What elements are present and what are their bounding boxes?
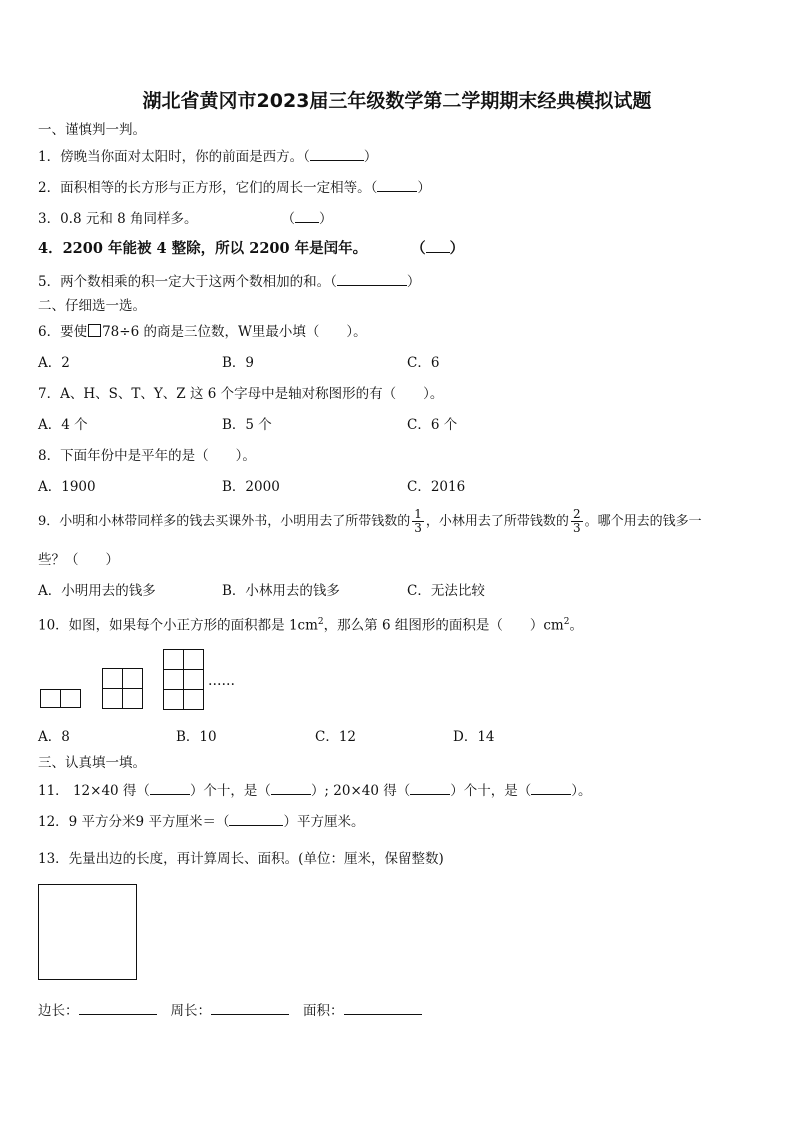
q8-option-b[interactable]: B．2000 (222, 479, 280, 495)
question-5: 5．两个数相乘的积一定大于这两个数相加的和。（ ） (38, 271, 420, 291)
q6-option-c[interactable]: C．6 (407, 355, 440, 371)
question-4: 4．2200 年能被 4 整除，所以 2200 年是闰年。 （ ） (38, 240, 465, 257)
small-square (122, 688, 143, 709)
answer-blank[interactable] (531, 780, 571, 795)
question-9: 9．小明和小林带同样多的钱去买课外书，小明用去了所带钱数的 $\frac{1}{3}$ ，小林用去了所带钱数的 $\frac{2}{3}$ 。哪个用去的钱多一 (38, 507, 702, 535)
question-6: 6．要使 78÷6 的商是三位数，W里最小填（ ）。 (38, 324, 367, 340)
small-square (183, 649, 204, 670)
section-2-heading: 二、仔细选一选。 (38, 298, 146, 314)
answer-blank[interactable] (310, 146, 364, 161)
answer-blank[interactable] (377, 177, 417, 192)
question-10: 10．如图，如果每个小正方形的面积都是 $1cm^2$，那么第 6 组图形的面积是（ ）$cm^2$。 (38, 617, 583, 634)
question-3: 3．0.8 元和 8 角同样多。 （ ） (38, 208, 333, 228)
q8-option-a[interactable]: A．1900 (38, 479, 96, 495)
question-11: 11． 12×40 得（ ）个十，是（ ）; 20×40 得（ ）个十，是（ ）。 (38, 780, 592, 800)
section-3-heading: 三、认真填一填。 (38, 755, 146, 771)
answer-blank[interactable] (150, 780, 190, 795)
q8-option-c[interactable]: C．2016 (407, 479, 466, 495)
small-square (163, 689, 184, 710)
q7-option-a[interactable]: A．4 个 (38, 417, 88, 433)
q9-option-c[interactable]: C．无法比较 (407, 583, 485, 599)
q9-option-b[interactable]: B．小林用去的钱多 (222, 583, 340, 599)
side-length-blank[interactable] (79, 1000, 157, 1015)
q7-option-b[interactable]: B．5 个 (222, 417, 272, 433)
small-square (163, 649, 184, 670)
question-7: 7．A、H、S、T、Y、Z 这 6 个字母中是轴对称图形的有（ ）。 (38, 386, 444, 402)
small-square (102, 668, 123, 689)
answer-blank[interactable] (295, 208, 319, 223)
q6-option-b[interactable]: B．9 (222, 355, 255, 371)
q7-option-c[interactable]: C．6 个 (407, 417, 458, 433)
question-8: 8．下面年份中是平年的是（ ）。 (38, 448, 256, 464)
square-blank-icon (88, 324, 101, 337)
question-1: 1．傍晚当你面对太阳时，你的前面是西方。（ ） (38, 146, 377, 166)
answer-blank[interactable] (337, 271, 407, 286)
answer-blank[interactable] (426, 238, 450, 253)
question-13: 13．先量出边的长度，再计算周长、面积。(单位：厘米，保留整数) (38, 851, 444, 867)
section-1-heading: 一、谨慎判一判。 (38, 122, 146, 138)
small-square (183, 669, 204, 690)
fraction-two-thirds: $\frac{2}{3}$ (572, 507, 581, 535)
small-square (102, 688, 123, 709)
small-square (60, 689, 81, 708)
question-12: 12．9 平方分米9 平方厘米＝（ ）平方厘米。 (38, 811, 364, 831)
answer-blank[interactable] (229, 811, 283, 826)
q10-option-c[interactable]: C．12 (315, 729, 357, 745)
measure-square (38, 884, 137, 980)
q9-option-a[interactable]: A．小明用去的钱多 (38, 583, 156, 599)
q10-option-d[interactable]: D．14 (453, 729, 495, 745)
question-9-continued: 些？（ ） (38, 552, 119, 568)
question-13-answers: 边长： 周长： 面积： (38, 1000, 422, 1020)
fraction-one-third: $\frac{1}{3}$ (414, 507, 422, 535)
q6-option-a[interactable]: A．2 (38, 355, 70, 371)
q10-option-a[interactable]: A．8 (38, 729, 70, 745)
page-title: 湖北省黄冈市2023届三年级数学第二学期期末经典模拟试题 (142, 90, 652, 112)
answer-blank[interactable] (410, 780, 450, 795)
small-square (183, 689, 204, 710)
question-2: 2．面积相等的长方形与正方形，它们的周长一定相等。（ ） (38, 177, 431, 197)
q10-option-b[interactable]: B．10 (176, 729, 217, 745)
area-blank[interactable] (344, 1000, 422, 1015)
small-square (122, 668, 143, 689)
small-square (163, 669, 184, 690)
answer-blank[interactable] (271, 780, 311, 795)
small-square (40, 689, 61, 708)
figure-ellipsis: …… (208, 673, 235, 689)
perimeter-blank[interactable] (211, 1000, 289, 1015)
